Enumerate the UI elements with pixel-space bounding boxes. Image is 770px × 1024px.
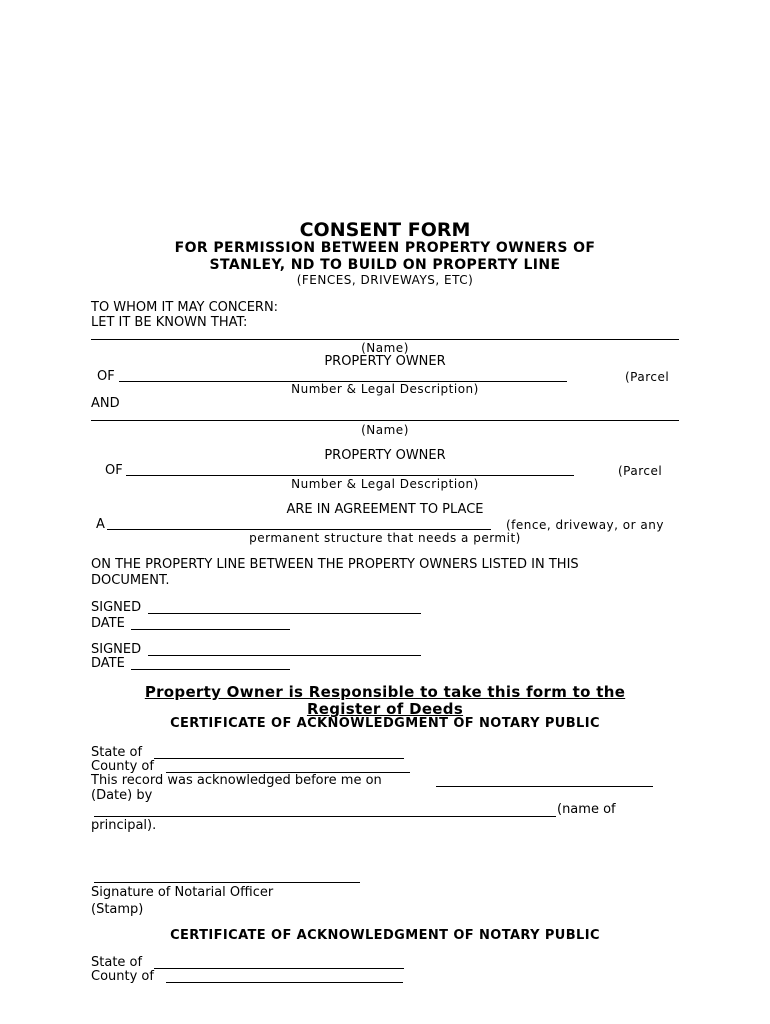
intro-line1: TO WHOM IT MAY CONCERN: xyxy=(91,300,279,315)
owner1-parcel-label: (Parcel xyxy=(625,370,670,384)
owner2-role: PROPERTY OWNER xyxy=(324,448,446,463)
notary1-stamp-label: (Stamp) xyxy=(91,902,144,917)
date-line-2[interactable] xyxy=(131,669,290,670)
notary1-date-line[interactable] xyxy=(436,786,653,787)
notary2-county-label: County of xyxy=(91,969,154,984)
owner1-of-label: OF xyxy=(97,369,115,384)
owner2-parcel-line[interactable] xyxy=(126,475,574,476)
signed-label-2: SIGNED xyxy=(91,642,142,657)
signed-label-1: SIGNED xyxy=(91,600,142,615)
notary1-signature-line[interactable] xyxy=(94,882,360,883)
owner2-name-caption: (Name) xyxy=(361,423,409,437)
notary1-name-of-label: (name of xyxy=(557,802,616,817)
form-subtitle-line1: FOR PERMISSION BETWEEN PROPERTY OWNERS OF xyxy=(174,240,596,256)
responsibility-line1: Property Owner is Responsible to take this form to the xyxy=(144,683,626,701)
notary1-county-label: County of xyxy=(91,759,154,774)
notary1-date-by-label: (Date) by xyxy=(91,788,153,803)
notary1-signature-label: Signature of Notarial Officer xyxy=(91,885,274,900)
structure-type-caption: permanent structure that needs a permit) xyxy=(249,531,521,545)
date-label-1: DATE xyxy=(91,616,125,631)
owner1-name-line[interactable] xyxy=(91,339,679,340)
agreement-heading: ARE IN AGREEMENT TO PLACE xyxy=(286,502,484,517)
owner2-name-line[interactable] xyxy=(91,420,679,421)
responsibility-line2: Register of Deeds xyxy=(306,700,464,718)
signed-line-1[interactable] xyxy=(148,613,421,614)
agreement-statement-line2: DOCUMENT. xyxy=(91,573,170,588)
notary1-record-label: This record was acknowledged before me on xyxy=(91,773,382,788)
form-subtitle-line2: STANLEY, ND TO BUILD ON PROPERTY LINE xyxy=(209,257,561,273)
notary1-principal-line[interactable] xyxy=(94,816,556,817)
structure-type-label: (fence, driveway, or any xyxy=(506,518,664,532)
notary1-heading: CERTIFICATE OF ACKNOWLEDGMENT OF NOTARY PUBLIC xyxy=(170,716,600,731)
owner2-parcel-label: (Parcel xyxy=(618,464,663,478)
owner1-role: PROPERTY OWNER xyxy=(324,354,446,369)
notary2-heading: CERTIFICATE OF ACKNOWLEDGMENT OF NOTARY PUBLIC xyxy=(170,928,600,943)
notary1-state-label: State of xyxy=(91,745,143,760)
signed-line-2[interactable] xyxy=(148,655,421,656)
notary2-county-line[interactable] xyxy=(166,982,403,983)
notary2-state-label: State of xyxy=(91,955,143,970)
structure-type-line[interactable] xyxy=(107,529,491,530)
owner1-parcel-caption: Number & Legal Description) xyxy=(291,382,479,396)
form-title: CONSENT FORM xyxy=(299,219,471,241)
notary2-state-line[interactable] xyxy=(154,968,404,969)
owner2-parcel-caption: Number & Legal Description) xyxy=(291,477,479,491)
owner2-of-label: OF xyxy=(105,463,123,478)
owner1-name-caption: (Name) xyxy=(361,341,409,355)
intro-line2: LET IT BE KNOWN THAT: xyxy=(91,315,248,330)
date-label-2: DATE xyxy=(91,656,125,671)
agreement-statement-line1: ON THE PROPERTY LINE BETWEEN THE PROPERTY OWNERS LISTED IN THIS xyxy=(91,557,579,572)
date-line-1[interactable] xyxy=(131,629,290,630)
notary1-state-line[interactable] xyxy=(154,758,404,759)
and-label: AND xyxy=(91,396,120,411)
notary1-principal-label: principal). xyxy=(91,818,157,833)
agreement-a-label: A xyxy=(96,517,105,532)
form-subtitle-note: (FENCES, DRIVEWAYS, ETC) xyxy=(296,273,474,287)
